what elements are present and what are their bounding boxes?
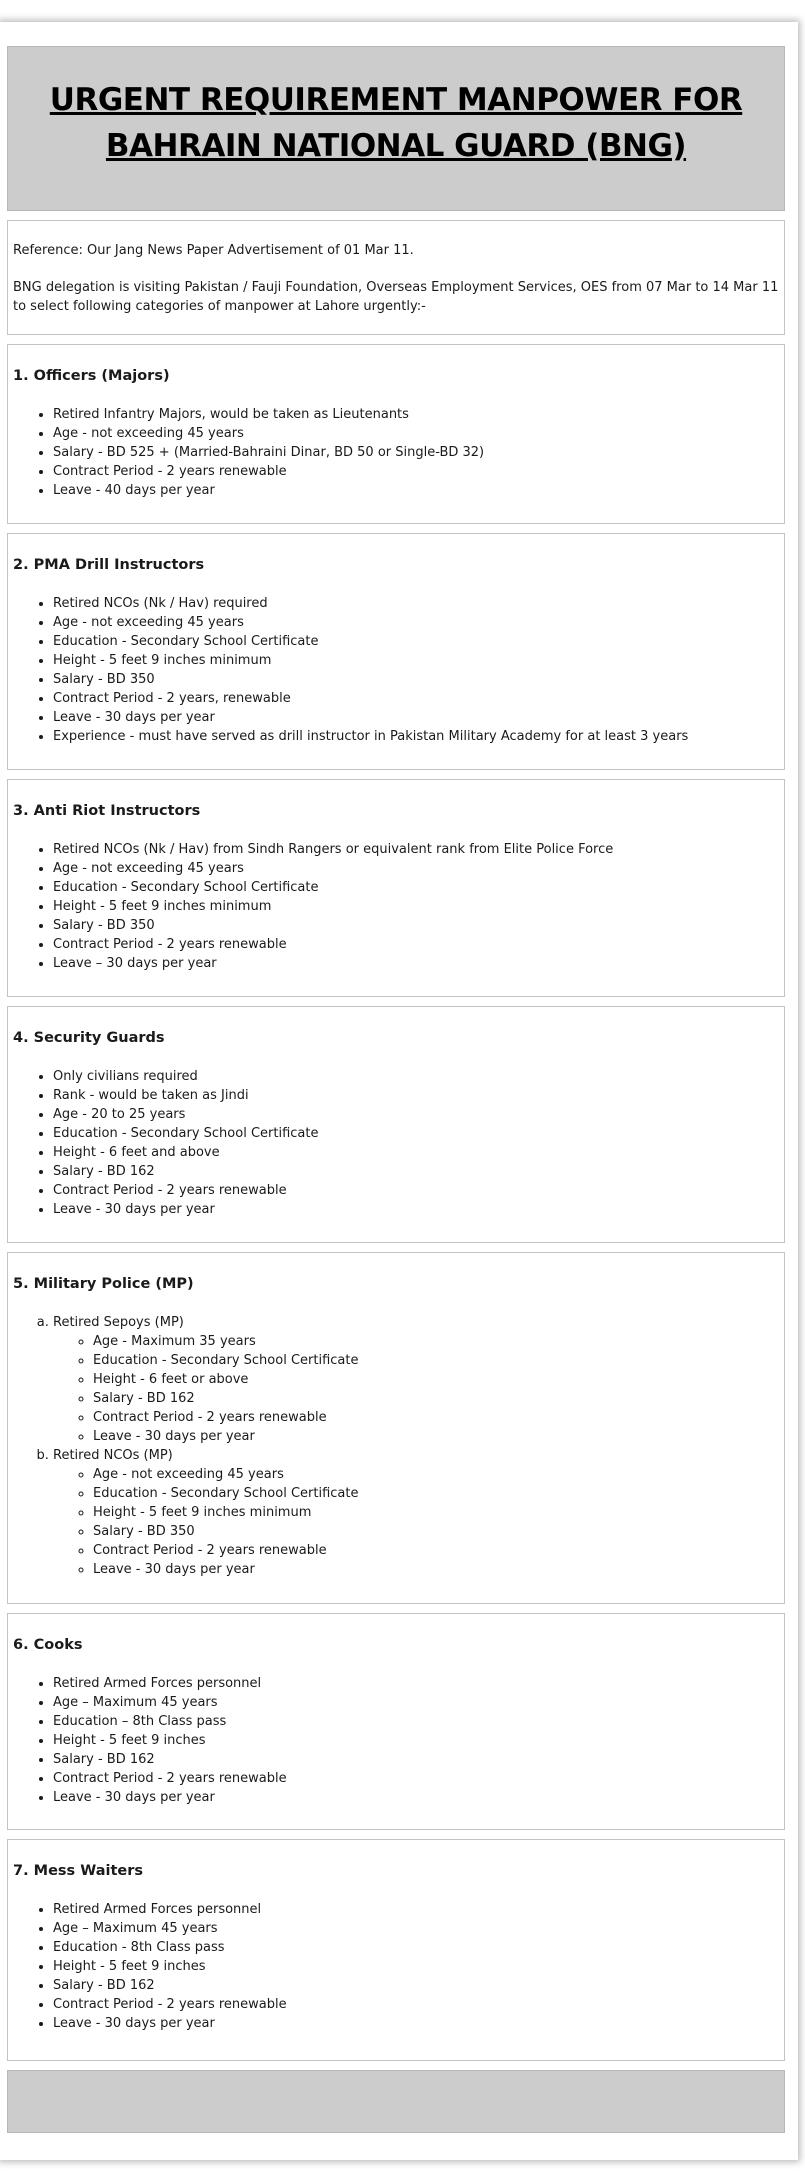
section-cooks [7,1613,785,1830]
list-item: • Contract Period - 2 years renewable [53,462,484,481]
list-item: • Salary - BD 162 [53,1750,287,1769]
document-page [0,22,798,2160]
list-item: • Height - 5 feet 9 inches minimum [53,897,613,916]
section-title: 5. Military Police (MP) [13,1276,194,1292]
section-security-guards [7,1006,785,1243]
list-item: • Leave - 30 days per year [53,1788,287,1807]
requirements-list [8,1900,287,2033]
requirements-list [8,405,484,500]
section-military-police [7,1252,785,1604]
intro-panel [7,220,785,335]
list-item: ◦ Age - Maximum 35 years [93,1332,358,1351]
list-item: ◦ Height - 6 feet or above [93,1370,358,1389]
list-item: • Salary - BD 350 [53,670,688,689]
list-item: • Contract Period - 2 years renewable [53,1181,318,1200]
list-item: • Leave - 30 days per year [53,708,688,727]
list-item: • Education - 8th Class pass [53,1938,287,1957]
list-item: • Leave – 30 days per year [53,954,613,973]
section-title: 6. Cooks [13,1637,83,1653]
title-banner [7,46,785,211]
list-item: ◦ Age - not exceeding 45 years [93,1465,358,1484]
list-item: • Height - 5 feet 9 inches [53,1731,287,1750]
sub-list [53,1332,358,1446]
section-officers [7,344,785,524]
footer-banner [7,2070,785,2133]
list-item: • Age – Maximum 45 years [53,1693,287,1712]
list-item: • Retired NCOs (Nk / Hav) required [53,594,688,613]
list-item: • Retired Armed Forces personnel [53,1900,287,1919]
group-label: Retired Sepoys (MP) [53,1315,184,1330]
list-item: ◦ Contract Period - 2 years renewable [93,1408,358,1427]
sub-list [53,1465,358,1579]
section-title: 2. PMA Drill Instructors [13,557,205,573]
list-item: • Age – Maximum 45 years [53,1919,287,1938]
list-item: • Experience - must have served as drill instructor in Pakistan Military Academy for at least 3 years [53,727,688,746]
list-item-group [53,1446,358,1579]
requirements-list [8,840,613,973]
title-line-1: URGENT REQUIREMENT MANPOWER FOR [49,81,743,118]
list-item: • Education - Secondary School Certificate [53,632,688,651]
list-item: ◦ Leave - 30 days per year [93,1427,358,1446]
list-item: ◦ Contract Period - 2 years renewable [93,1541,358,1560]
section-title: 4. Security Guards [13,1030,165,1046]
list-item: • Education – 8th Class pass [53,1712,287,1731]
requirements-list [8,1674,287,1807]
title-line-2: BAHRAIN NATIONAL GUARD (BNG) [105,127,687,164]
section-anti-riot-instructors [7,779,785,997]
list-item: • Retired Armed Forces personnel [53,1674,287,1693]
list-item: ◦ Education - Secondary School Certificate [93,1484,358,1503]
requirements-list [8,594,688,746]
list-item: • Age - not exceeding 45 years [53,424,484,443]
section-title: 7. Mess Waiters [13,1863,143,1879]
intro-body-text: BNG delegation is visiting Pakistan / Fauji Foundation, Overseas Employment Services, OES from 07 Mar to 14 Mar 11 to select following categories of manpower at Lahore urgently:- [13,280,779,314]
list-item: • Salary - BD 525 + (Married-Bahraini Dinar, BD 50 or Single-BD 32) [53,443,484,462]
list-item: ◦ Leave - 30 days per year [93,1560,358,1579]
list-item: • Contract Period - 2 years renewable [53,1769,287,1788]
list-item: • Contract Period - 2 years renewable [53,1995,287,2014]
list-item: • Height - 6 feet and above [53,1143,318,1162]
list-item: • Only civilians required [53,1067,318,1086]
section-title: 1. Officers (Majors) [13,368,170,384]
list-item: • Height - 5 feet 9 inches minimum [53,651,688,670]
requirements-list [8,1313,358,1579]
list-item: • Retired NCOs (Nk / Hav) from Sindh Rangers or equivalent rank from Elite Police Force [53,840,613,859]
list-item: ◦ Salary - BD 162 [93,1389,358,1408]
section-pma-drill-instructors [7,533,785,770]
list-item: • Salary - BD 162 [53,1162,318,1181]
list-item: • Salary - BD 162 [53,1976,287,1995]
list-item: • Age - 20 to 25 years [53,1105,318,1124]
list-item: • Education - Secondary School Certificate [53,1124,318,1143]
list-item: • Salary - BD 350 [53,916,613,935]
list-item: • Age - not exceeding 45 years [53,613,688,632]
section-title: 3. Anti Riot Instructors [13,803,201,819]
list-item: ◦ Education - Secondary School Certificate [93,1351,358,1370]
list-item: • Age - not exceeding 45 years [53,859,613,878]
list-item: • Contract Period - 2 years renewable [53,935,613,954]
list-item: • Leave - 40 days per year [53,481,484,500]
list-item: • Leave - 30 days per year [53,2014,287,2033]
list-item: • Contract Period - 2 years, renewable [53,689,688,708]
reference-text: Reference: Our Jang News Paper Advertisement of 01 Mar 11. [13,243,414,258]
list-item: • Rank - would be taken as Jindi [53,1086,318,1105]
group-label: Retired NCOs (MP) [53,1448,173,1463]
list-item-group [53,1313,358,1446]
list-item: ◦ Salary - BD 350 [93,1522,358,1541]
list-item: • Leave - 30 days per year [53,1200,318,1219]
list-item: • Height - 5 feet 9 inches [53,1957,287,1976]
section-mess-waiters [7,1839,785,2061]
page-title [50,77,742,169]
list-item: ◦ Height - 5 feet 9 inches minimum [93,1503,358,1522]
requirements-list [8,1067,318,1219]
list-item: • Education - Secondary School Certificate [53,878,613,897]
list-item: • Retired Infantry Majors, would be taken as Lieutenants [53,405,484,424]
